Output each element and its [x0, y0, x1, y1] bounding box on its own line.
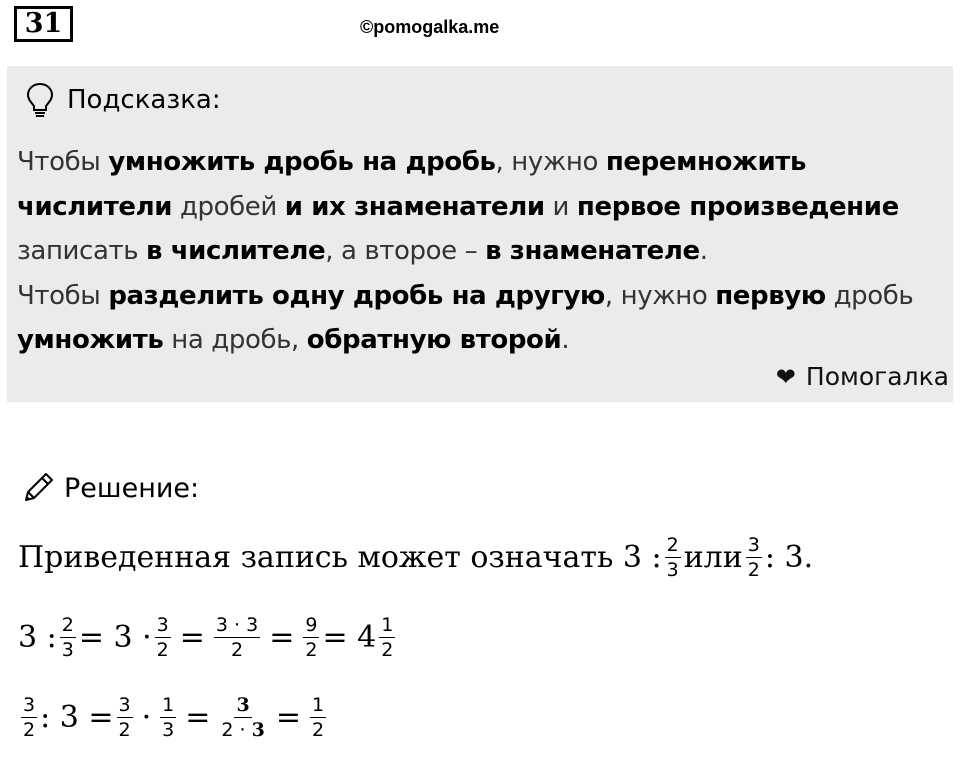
- denominator: 3: [666, 559, 679, 581]
- hint-text-segment: , нужно: [604, 280, 716, 311]
- hint-text-segment: , а второе –: [325, 236, 486, 266]
- intro-text-2: или: [683, 540, 743, 575]
- denominator-part: 2 ·: [221, 719, 252, 741]
- denominator: 2: [381, 639, 394, 661]
- hint-emphasis: умножить дробь на дробь: [108, 147, 496, 177]
- hint-emphasis: в числителе: [146, 236, 326, 266]
- hint-text-segment: , нужно: [495, 147, 606, 177]
- hint-emphasis: в знаменателе: [485, 236, 700, 266]
- numerator: 1: [381, 614, 394, 636]
- pencil-icon: [20, 470, 56, 506]
- math-text: : 3 =: [40, 700, 114, 735]
- hint-text: [17, 140, 947, 363]
- numerator: 1: [311, 694, 325, 716]
- fraction: [310, 694, 326, 741]
- intro-text-1: Приведенная запись может означать 3 :: [18, 540, 662, 575]
- equation-line-1: [18, 614, 398, 661]
- numerator: 2: [61, 614, 74, 636]
- fraction: [155, 614, 171, 661]
- solution-header: [20, 470, 199, 506]
- denominator-part: 3: [251, 719, 265, 741]
- equals-sign: =: [275, 700, 301, 735]
- hint-paragraph-1: [17, 140, 947, 274]
- hint-text-segment: на дробь,: [163, 325, 307, 355]
- hint-emphasis: разделить одну дробь на другую: [108, 280, 605, 311]
- fraction: [303, 614, 319, 661]
- equals-sign: =: [269, 620, 295, 655]
- task-number: 31: [14, 6, 73, 42]
- fraction: [160, 694, 176, 741]
- denominator: 2: [118, 719, 131, 741]
- denominator: 2: [747, 559, 760, 581]
- intro-text-3: : 3.: [764, 540, 814, 575]
- hint-emphasis: первое произведение: [576, 191, 899, 222]
- hint-text-segment: Чтобы: [17, 280, 109, 311]
- denominator: 2: [156, 639, 169, 661]
- hint-box: [7, 66, 953, 402]
- fraction: [60, 614, 76, 661]
- denominator: 2: [231, 639, 244, 661]
- brand-signature: [776, 362, 949, 391]
- math-text: = 3 ·: [78, 620, 152, 655]
- denominator: 2: [311, 719, 325, 741]
- hint-text-segment: .: [699, 236, 708, 266]
- fraction: [214, 614, 260, 661]
- fraction: [117, 694, 133, 741]
- equation-line-2: [18, 694, 329, 741]
- equals-sign: =: [185, 700, 211, 735]
- denominator: [219, 718, 266, 741]
- numerator: 3: [118, 694, 131, 716]
- hint-text-segment: .: [561, 325, 570, 355]
- numerator: 3: [747, 534, 760, 556]
- denominator: 2: [23, 719, 36, 741]
- brand-name: Помогалка: [805, 362, 949, 391]
- watermark: ©pomogalka.me: [360, 17, 500, 37]
- lightbulb-icon: [25, 82, 55, 118]
- hint-emphasis: умножить: [17, 325, 164, 355]
- hint-text-segment: записать: [17, 236, 147, 266]
- denominator: 3: [162, 719, 175, 741]
- hint-emphasis: и их знаменатели: [284, 191, 545, 222]
- hint-text-segment: дробей: [172, 191, 285, 222]
- fraction: [219, 694, 266, 741]
- hint-text-segment: Чтобы: [17, 147, 109, 177]
- fraction: [746, 534, 762, 581]
- fraction: [21, 694, 37, 741]
- fraction: [379, 614, 395, 661]
- equals-sign: =: [179, 620, 205, 655]
- numerator: 3: [236, 694, 250, 716]
- math-text: = 4: [322, 620, 377, 655]
- solution-intro: [18, 534, 813, 581]
- denominator: 3: [61, 639, 74, 661]
- denominator: 2: [305, 639, 318, 661]
- numerator: 2: [666, 534, 679, 556]
- hint-emphasis: обратную второй: [306, 325, 562, 355]
- hint-text-segment: и: [544, 191, 577, 222]
- hint-paragraph-2: [17, 274, 947, 363]
- hint-header: [25, 82, 221, 118]
- numerator: 3: [156, 614, 169, 636]
- multiply-sign: ·: [141, 700, 152, 735]
- hint-emphasis: первую: [715, 280, 826, 311]
- hint-title: Подсказка:: [67, 85, 221, 115]
- fraction: [665, 534, 681, 581]
- numerator: 3: [23, 694, 36, 716]
- math-text: 3 :: [18, 620, 57, 655]
- numerator: 3 · 3: [215, 614, 259, 636]
- solution-title: Решение:: [64, 472, 200, 504]
- numerator: 1: [162, 694, 175, 716]
- heart-icon: ❤: [775, 362, 796, 391]
- numerator: 9: [305, 614, 318, 636]
- hint-emphasis: перемножить числители: [17, 147, 806, 222]
- hint-text-segment: дробь: [825, 280, 914, 311]
